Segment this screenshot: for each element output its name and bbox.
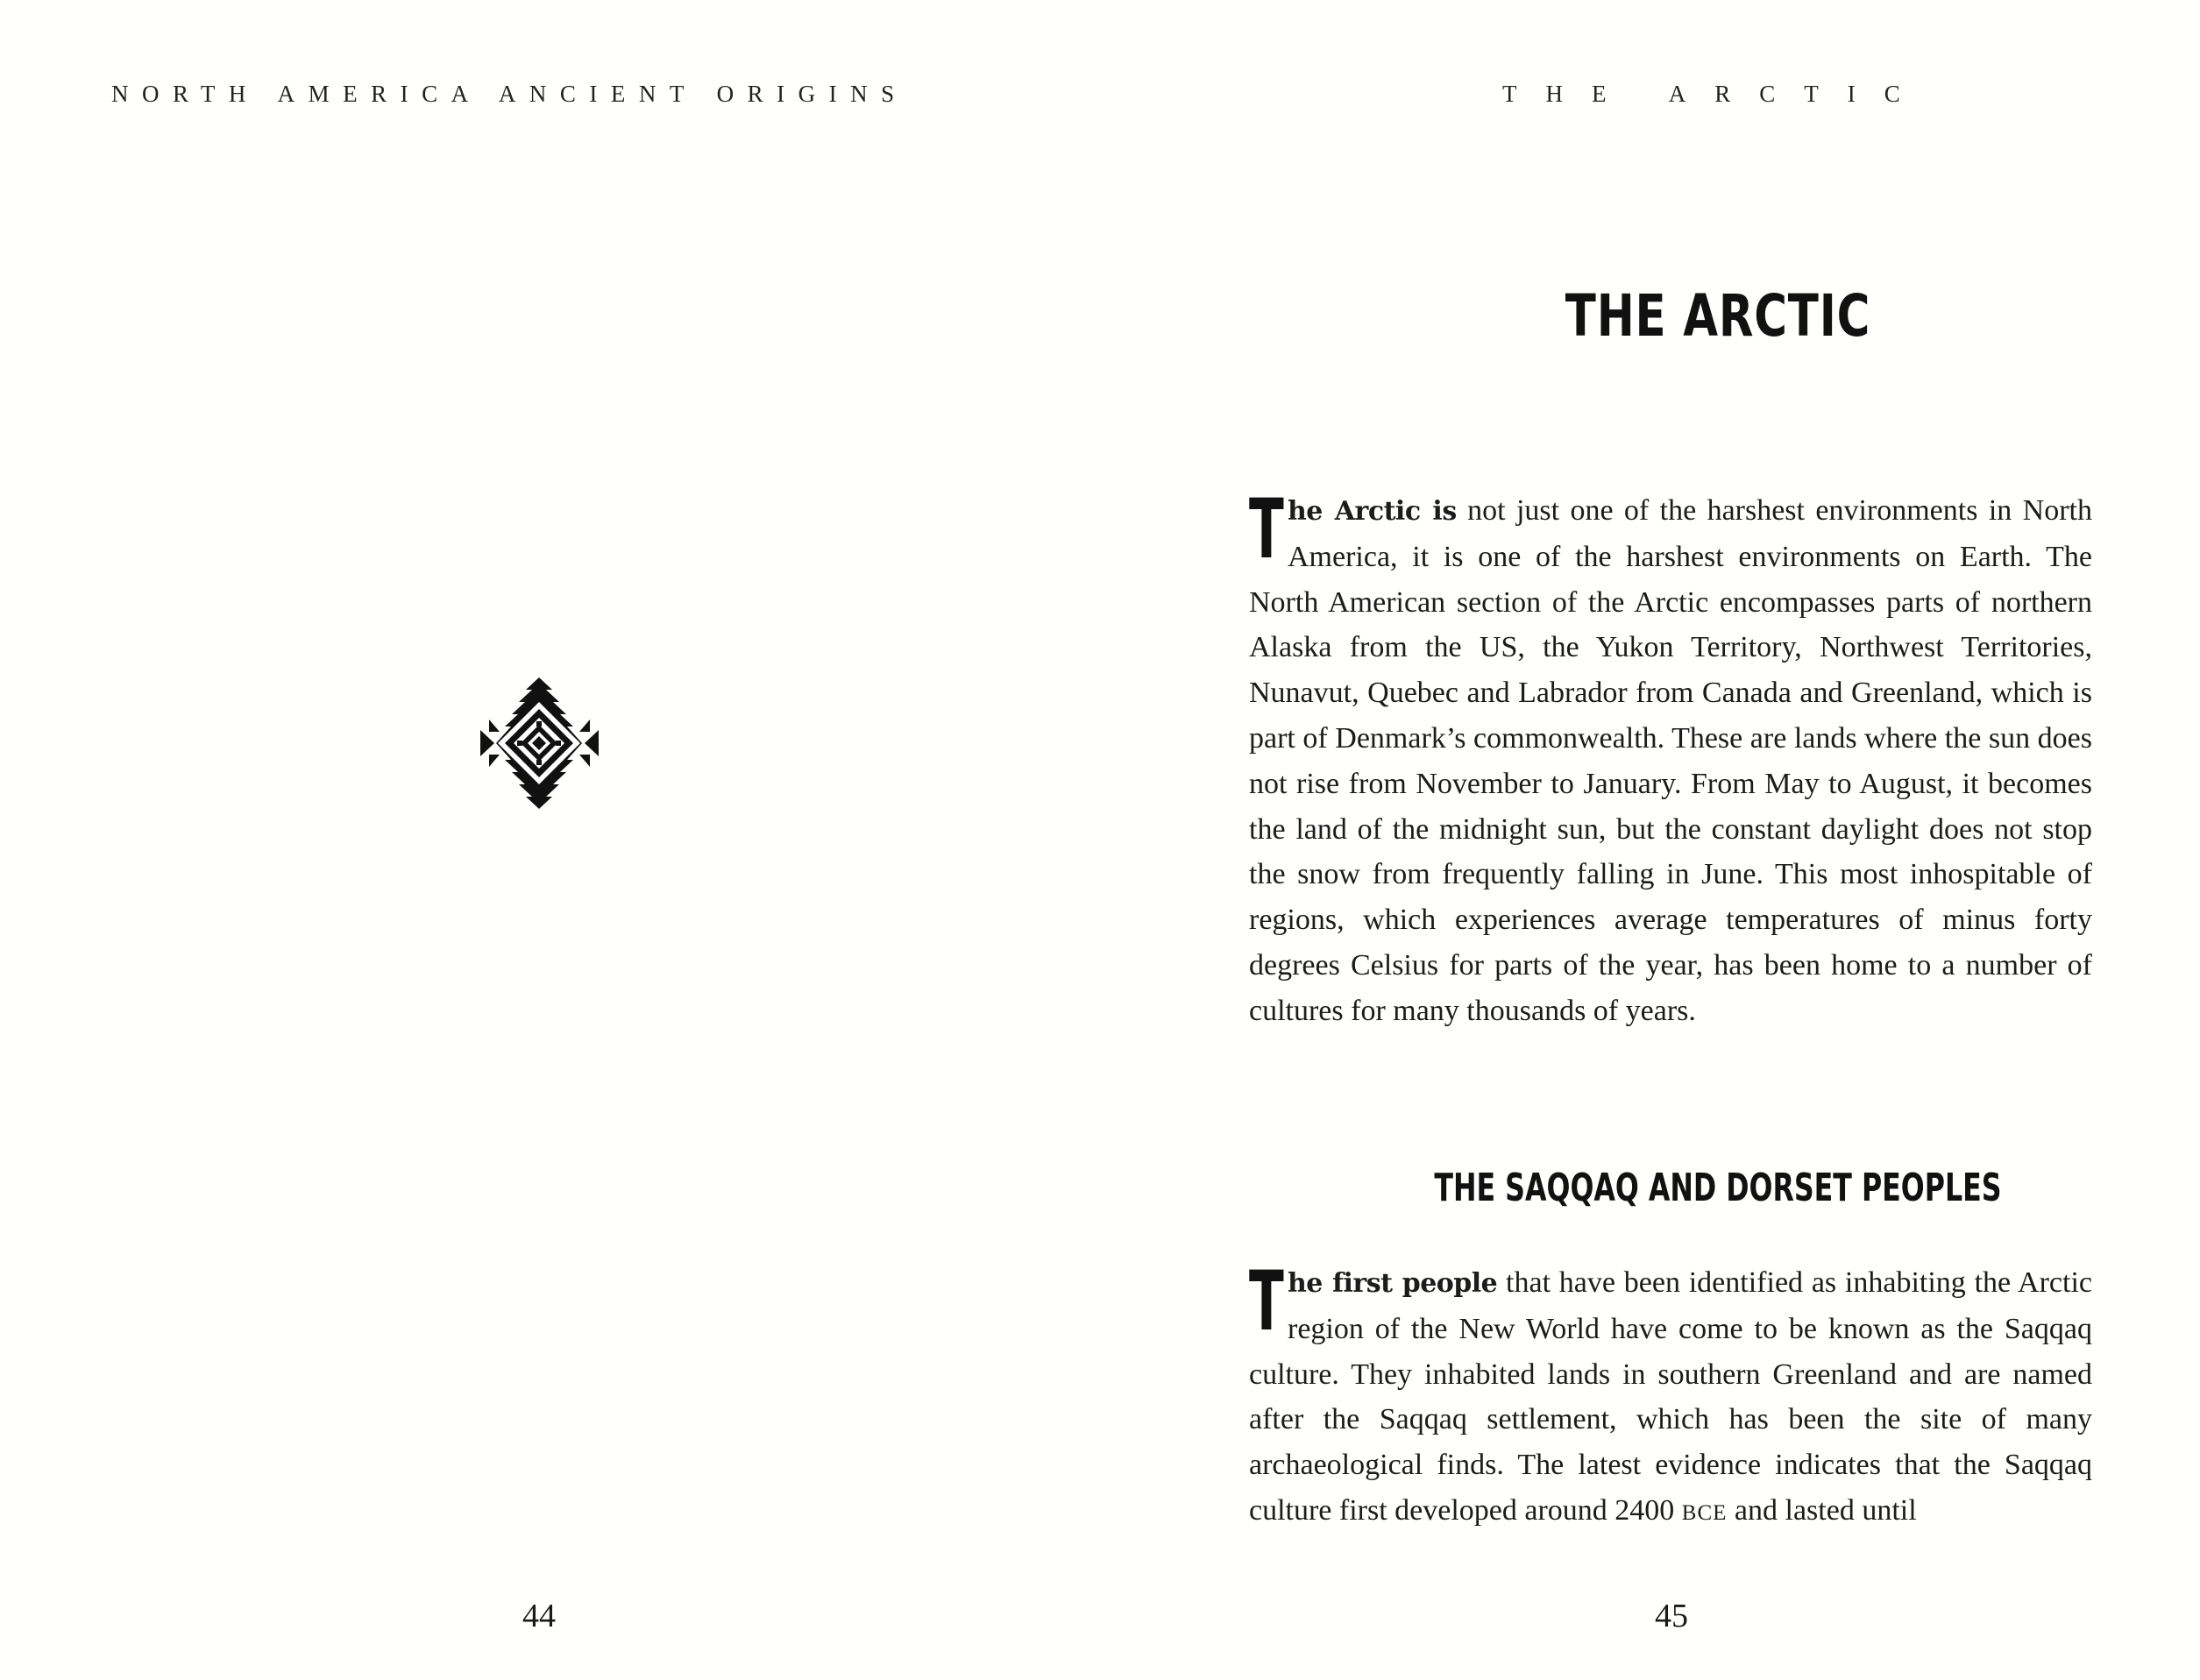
drop-cap: T <box>1249 1254 1284 1350</box>
paragraph-text: that have been identified as inhabiting the Arctic region of the New World have come to be known as the Saqqaq culture. They inhabited lands in southern Greenland and are named after the Saqqaq settlement, which has been the site of many archaeological finds. The latest evidence indicates that the Saqqaq culture first developed around 2400 <box>1249 1266 2092 1527</box>
section-paragraph <box>1249 1254 2092 1536</box>
paragraph-text-continued: and lasted until <box>1727 1493 1917 1527</box>
drop-cap: T <box>1249 482 1284 578</box>
running-head-right: THE ARCTIC <box>1502 81 1929 107</box>
running-head-left: NORTH AMERICA ANCIENT ORIGINS <box>111 81 908 107</box>
page-number-right: 45 <box>1655 1598 1688 1634</box>
section-heading: THE SAQQAQ AND DORSET PEOPLES <box>1434 1166 2002 1210</box>
lead-in: he Arctic is <box>1288 496 1457 527</box>
page-number-left: 44 <box>522 1598 556 1634</box>
intro-paragraph <box>1249 482 2092 1034</box>
right-page <box>1100 0 2200 1680</box>
diamond-motif-icon <box>480 677 599 809</box>
lead-in: he first people <box>1288 1268 1498 1299</box>
era-abbreviation: BCE <box>1681 1500 1728 1525</box>
chapter-title: THE ARCTIC <box>1565 282 1871 350</box>
paragraph-text: not just one of the harshest environments in North America, it is one of the harshest environments on Earth. The North American section of the Arctic encompasses parts of northern Alaska from the US, the Yukon Territory, Northwest Territories, Nunavut, Quebec and Labrador from Canada and Greenland, which is part of Denmark’s commonwealth. These are lands where the sun does not rise from November to January. From May to August, it becomes the land of the midnight sun, but the constant daylight does not stop the snow from frequently falling in June. This most inhospitable of regions, which experiences average temperatures of minus forty degrees Celsius for parts of the year, has been home to a number of cultures for many thousands of years. <box>1249 494 2092 1027</box>
